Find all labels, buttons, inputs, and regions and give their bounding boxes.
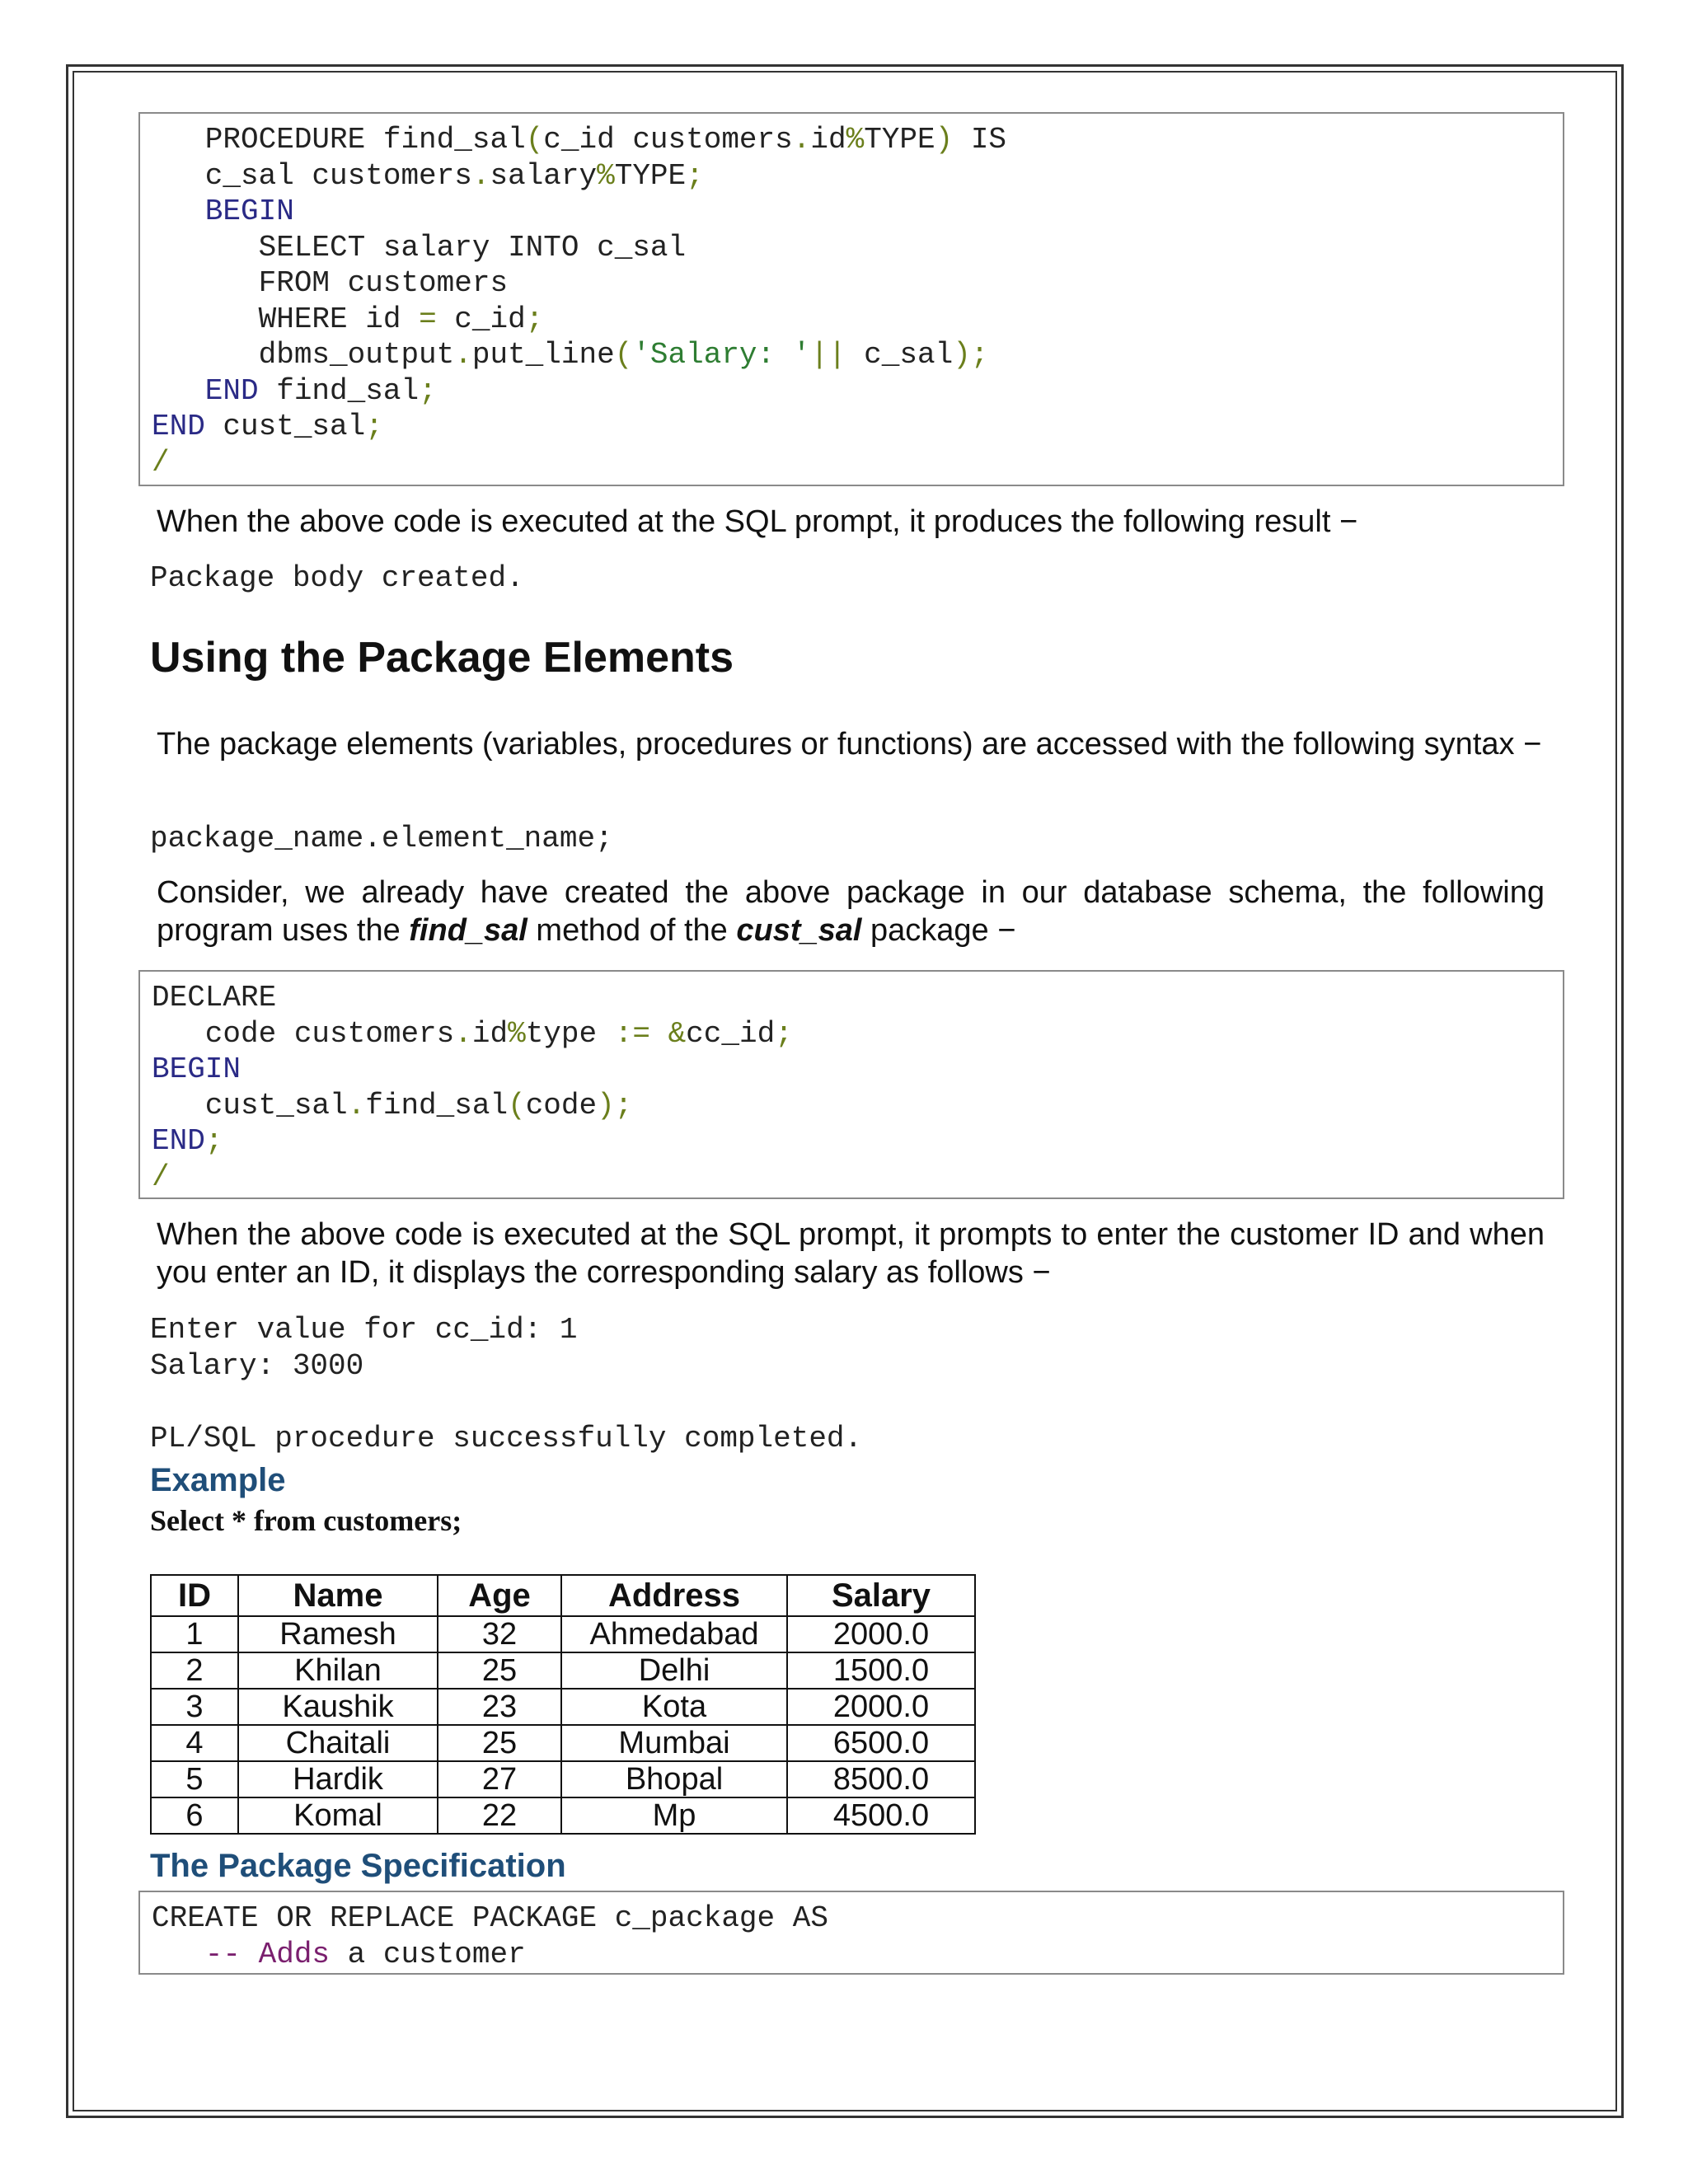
table-cell: Komal — [238, 1797, 438, 1834]
code-token: . — [454, 338, 472, 372]
syntax-example: package_name.element_name; — [150, 822, 613, 855]
code-token: ; — [525, 302, 544, 336]
table-cell: 2000.0 — [787, 1616, 975, 1652]
table-row — [151, 1797, 975, 1834]
table-cell: 2 — [151, 1652, 238, 1689]
code-line — [152, 1088, 1563, 1124]
code-token: id — [471, 1016, 509, 1051]
code-token: ; — [686, 158, 704, 193]
table-cell: 25 — [438, 1725, 561, 1761]
table-cell: 3 — [151, 1689, 238, 1725]
output-procedure-completed: PL/SQL procedure successfully completed. — [150, 1422, 863, 1455]
code-token: c_sal — [846, 338, 954, 372]
code-line — [152, 445, 1563, 481]
column-header-name: Name — [238, 1575, 438, 1616]
code-token: / — [152, 445, 170, 480]
select-statement: Select * from customers; — [150, 1504, 462, 1537]
code-line — [152, 1160, 1563, 1196]
table-cell: 23 — [438, 1689, 561, 1725]
code-line — [152, 194, 1563, 230]
code-token: find_sal — [258, 373, 420, 408]
code-line — [152, 409, 1563, 445]
code-token: cust_sal — [204, 410, 366, 443]
method-name-find-sal: find_sal — [409, 913, 528, 948]
code-token: find_sal — [365, 1088, 509, 1122]
code-token: ( — [525, 123, 544, 157]
code-token: END — [152, 373, 259, 408]
column-header-address: Address — [561, 1575, 787, 1616]
code-line — [152, 1052, 1563, 1088]
table-cell: Hardik — [238, 1761, 438, 1797]
table-cell: 1500.0 — [787, 1652, 975, 1689]
heading-package-specification: The Package Specification — [150, 1848, 566, 1884]
table-cell: 22 — [438, 1797, 561, 1834]
code-line — [152, 1937, 1563, 1973]
table-cell: Kaushik — [238, 1689, 438, 1725]
table-cell: 25 — [438, 1652, 561, 1689]
code-line — [152, 337, 1563, 373]
output-package-body-created: Package body created. — [150, 561, 524, 595]
code-token: dbms_output — [152, 338, 455, 372]
code-token: % — [597, 158, 615, 193]
code-token: ); — [597, 1088, 633, 1122]
table-cell: Delhi — [561, 1652, 787, 1689]
code-token: . — [471, 158, 490, 193]
code-line — [152, 122, 1563, 158]
code-token: c_id — [436, 302, 526, 336]
code-token: END — [152, 410, 205, 443]
column-header-id: ID — [151, 1575, 238, 1616]
code-token: put_line — [471, 338, 615, 372]
code-token: ; — [419, 373, 437, 408]
code-line — [152, 980, 1563, 1016]
table-cell: 2000.0 — [787, 1689, 975, 1725]
code-token: WHERE id — [152, 302, 420, 336]
table-cell: Ramesh — [238, 1616, 438, 1652]
code-token: || — [810, 338, 846, 372]
code-token: TYPE — [864, 123, 935, 157]
table-cell: 6500.0 — [787, 1725, 975, 1761]
code-token: BEGIN — [152, 194, 294, 228]
code-token: . — [347, 1088, 366, 1122]
table-cell: Bhopal — [561, 1761, 787, 1797]
table-cell: Ahmedabad — [561, 1616, 787, 1652]
code-token: ; — [204, 1124, 223, 1158]
code-token: ); — [953, 338, 989, 372]
table-cell: 6 — [151, 1797, 238, 1834]
table-row — [151, 1725, 975, 1761]
code-token: PROCEDURE find_sal — [152, 123, 526, 157]
code-token: cust_sal — [152, 1088, 348, 1122]
table-cell: 27 — [438, 1761, 561, 1797]
table-cell: 5 — [151, 1761, 238, 1797]
code-block-package-body — [138, 112, 1564, 486]
table-cell: 1 — [151, 1616, 238, 1652]
prompt-description-paragraph: When the above code is executed at the SQL prompt, it prompts to enter the customer ID and when you enter an ID, it displays the corresponding salary as follows − — [157, 1217, 1545, 1290]
output-enter-value: Enter value for cc_id: 1 — [150, 1313, 578, 1347]
code-block-declare — [138, 970, 1564, 1199]
table-cell: Khilan — [238, 1652, 438, 1689]
package-name-cust-sal: cust_sal — [736, 913, 862, 948]
code-token: / — [152, 1160, 170, 1194]
paragraph-text-after: package − — [861, 913, 1016, 948]
table-cell: 8500.0 — [787, 1761, 975, 1797]
code-token: BEGIN — [152, 1052, 241, 1086]
paragraph-text-before: Consider, we already have created the above package in our database schema, the following program uses the — [157, 875, 1545, 948]
code-token: END — [152, 1124, 205, 1158]
code-token — [650, 1017, 668, 1051]
result-intro-paragraph: When the above code is executed at the SQL prompt, it produces the following result − — [157, 504, 1358, 539]
code-token: . — [792, 123, 811, 157]
code-token: cc_id — [686, 1016, 776, 1051]
table-cell: Mumbai — [561, 1725, 787, 1761]
code-token: % — [508, 1016, 526, 1051]
code-token: FROM customers — [152, 266, 509, 300]
table-row — [151, 1761, 975, 1797]
code-token: -- Adds — [152, 1937, 331, 1971]
code-line — [152, 230, 1563, 266]
code-token: c_id customers — [543, 123, 793, 157]
table-row — [151, 1689, 975, 1725]
code-token: TYPE — [614, 158, 687, 193]
code-block-package-spec — [138, 1891, 1564, 1975]
table-row — [151, 1616, 975, 1652]
program-intro-paragraph — [157, 874, 1545, 949]
code-token: = — [419, 302, 437, 336]
code-line — [152, 158, 1563, 194]
table-cell: 32 — [438, 1616, 561, 1652]
code-token: ( — [508, 1088, 526, 1122]
code-token: ; — [365, 410, 383, 443]
code-token: c_sal customers — [152, 158, 472, 193]
code-token: & — [668, 1016, 687, 1051]
code-token: ; — [775, 1016, 793, 1051]
code-token: SELECT salary INTO c_sal — [152, 230, 687, 265]
column-header-age: Age — [438, 1575, 561, 1616]
heading-using-package-elements: Using the Package Elements — [150, 634, 734, 682]
code-token: id — [810, 123, 846, 157]
code-token: code — [525, 1088, 598, 1122]
table-cell: Chaitali — [238, 1725, 438, 1761]
customers-table — [150, 1574, 976, 1835]
table-cell: 4500.0 — [787, 1797, 975, 1834]
code-token: IS — [953, 123, 1007, 157]
code-token: salary — [490, 158, 598, 193]
table-cell: 4 — [151, 1725, 238, 1761]
code-token: % — [846, 123, 865, 157]
column-header-salary: Salary — [787, 1575, 975, 1616]
code-line — [152, 1900, 1563, 1937]
table-row — [151, 1652, 975, 1689]
code-token: DECLARE — [152, 981, 277, 1015]
code-token: ) — [935, 123, 954, 157]
code-token: a customer — [330, 1937, 526, 1971]
code-line — [152, 1123, 1563, 1160]
code-line — [152, 373, 1563, 410]
table-header-row — [151, 1575, 975, 1616]
heading-example: Example — [150, 1462, 286, 1498]
paragraph-text-middle: method of the — [527, 913, 737, 948]
code-token: code customers — [152, 1016, 455, 1051]
code-line — [152, 302, 1563, 338]
code-token: . — [454, 1016, 472, 1051]
table-cell: Kota — [561, 1689, 787, 1725]
code-token: ( — [614, 338, 633, 372]
code-token: CREATE OR REPLACE PACKAGE c_package AS — [152, 1901, 828, 1935]
code-line — [152, 1016, 1563, 1052]
code-token: := — [614, 1016, 650, 1051]
output-salary: Salary: 3000 — [150, 1349, 364, 1383]
code-line — [152, 265, 1563, 302]
syntax-intro-paragraph: The package elements (variables, procedures or functions) are accessed with the following syntax − — [157, 727, 1542, 762]
code-token: 'Salary: ' — [632, 338, 811, 372]
code-token: type — [525, 1016, 615, 1051]
table-cell: Mp — [561, 1797, 787, 1834]
